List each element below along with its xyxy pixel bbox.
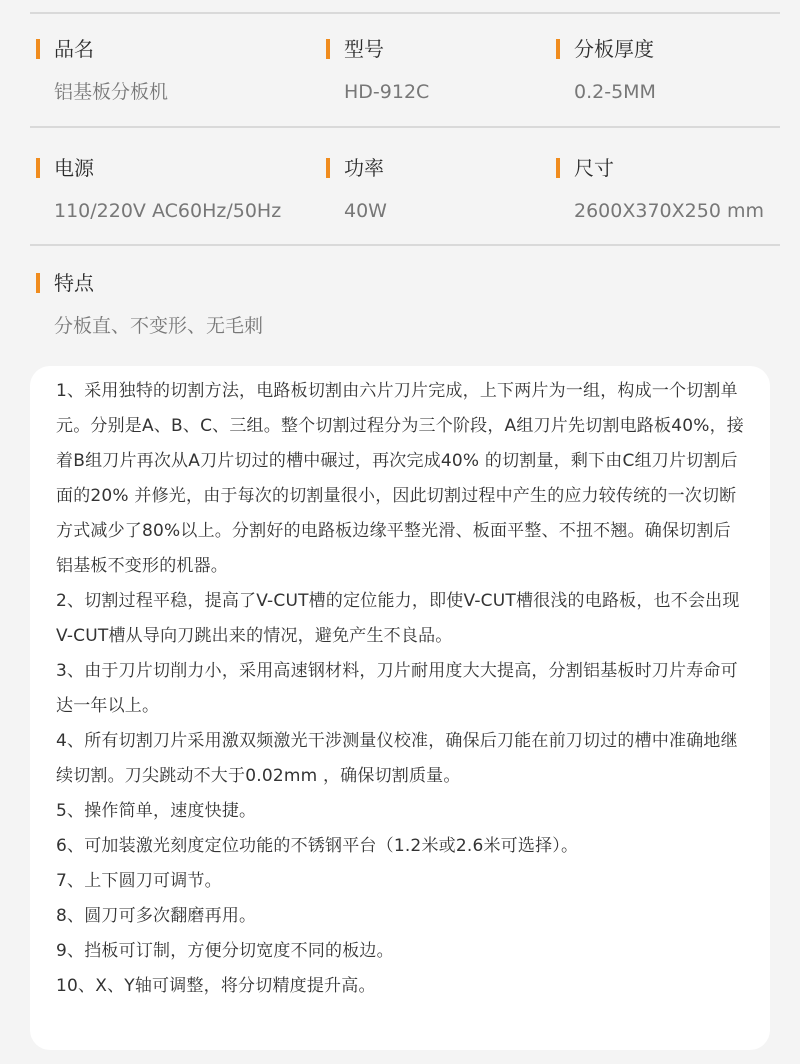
spec-power-supply [36, 153, 281, 225]
spec-product-name [36, 34, 168, 106]
spec-label: 功率 [344, 156, 384, 180]
feature-description-card [30, 366, 770, 1050]
spec-value: 铝基板分板机 [54, 81, 169, 103]
spec-thickness [556, 34, 656, 106]
feature-item: 3、由于刀片切削力小，采用高速钢材料，刀片耐用度大大提高，分割铝基板时刀片寿命可达一年以上。 [56, 661, 738, 716]
feature-item: 5、操作简单，速度快捷。 [56, 801, 257, 821]
spec-label: 尺寸 [574, 156, 614, 180]
feature-item: 8、圆刀可多次翻磨再用。 [56, 906, 257, 926]
spec-model [326, 34, 429, 106]
accent-bar [326, 39, 330, 59]
feature-item: 7、上下圆刀可调节。 [56, 871, 222, 891]
spec-dimensions [556, 153, 764, 225]
feature-item: 4、所有切割刀片采用激双频激光干涉测量仪校准，确保后刀能在前刀切过的槽中准确地继续切割。刀尖跳动不大于0.02mm ，确保切割质量。 [56, 731, 738, 786]
spec-value: 0.2-5MM [574, 81, 656, 103]
spec-value: 2600X370X250 mm [574, 200, 764, 222]
feature-item: 6、可加装激光刻度定位功能的不锈钢平台（1.2米或2.6米可选择）。 [56, 836, 579, 856]
spec-value: 40W [344, 200, 387, 222]
spec-label: 分板厚度 [574, 37, 654, 61]
accent-bar [556, 158, 560, 178]
feature-item: 9、挡板可订制，方便分切宽度不同的板边。 [56, 941, 394, 961]
accent-bar [36, 39, 40, 59]
feature-item: 10、X、Y轴可调整，将分切精度提升高。 [56, 976, 376, 996]
spec-value: 110/220V AC60Hz/50Hz [54, 200, 282, 222]
spec-value: 分板直、不变形、无毛刺 [54, 315, 264, 337]
feature-item: 2、切割过程平稳，提高了V-CUT槽的定位能力，即使V-CUT槽很浅的电路板，也不会出现V-CUT槽从导向刀跳出来的情况，避免产生不良品。 [56, 591, 740, 646]
spec-value: HD-912C [344, 81, 430, 103]
accent-bar [326, 158, 330, 178]
spec-features [36, 268, 263, 340]
spec-label: 品名 [54, 37, 94, 61]
spec-power [326, 153, 387, 225]
spec-label: 电源 [54, 156, 94, 180]
top-divider [30, 12, 780, 14]
accent-bar [556, 39, 560, 59]
accent-bar [36, 273, 40, 293]
spec-label: 特点 [54, 271, 94, 295]
spec-label: 型号 [344, 37, 384, 61]
row-divider [30, 244, 780, 246]
feature-item: 1、采用独特的切割方法，电路板切割由六片刀片完成，上下两片为一组，构成一个切割单元。分别是A、B、C、三组。整个切割过程分为三个阶段，A组刀片先切割电路板40%，接着B组刀片再次从A刀片切过的槽中碾过，再次完成40% 的切割量，剩下由C组刀片切割后面的20% 并修光，由于每次的切割量很小，因此切割过程中产生的应力较传统的一次切断方式减少了80%以上。分割好的电路板边缘平整光滑、板面平整、不扭不翘。确保切割后铝基板不变形的机器。 [56, 381, 744, 576]
row-divider [30, 126, 780, 128]
accent-bar [36, 158, 40, 178]
